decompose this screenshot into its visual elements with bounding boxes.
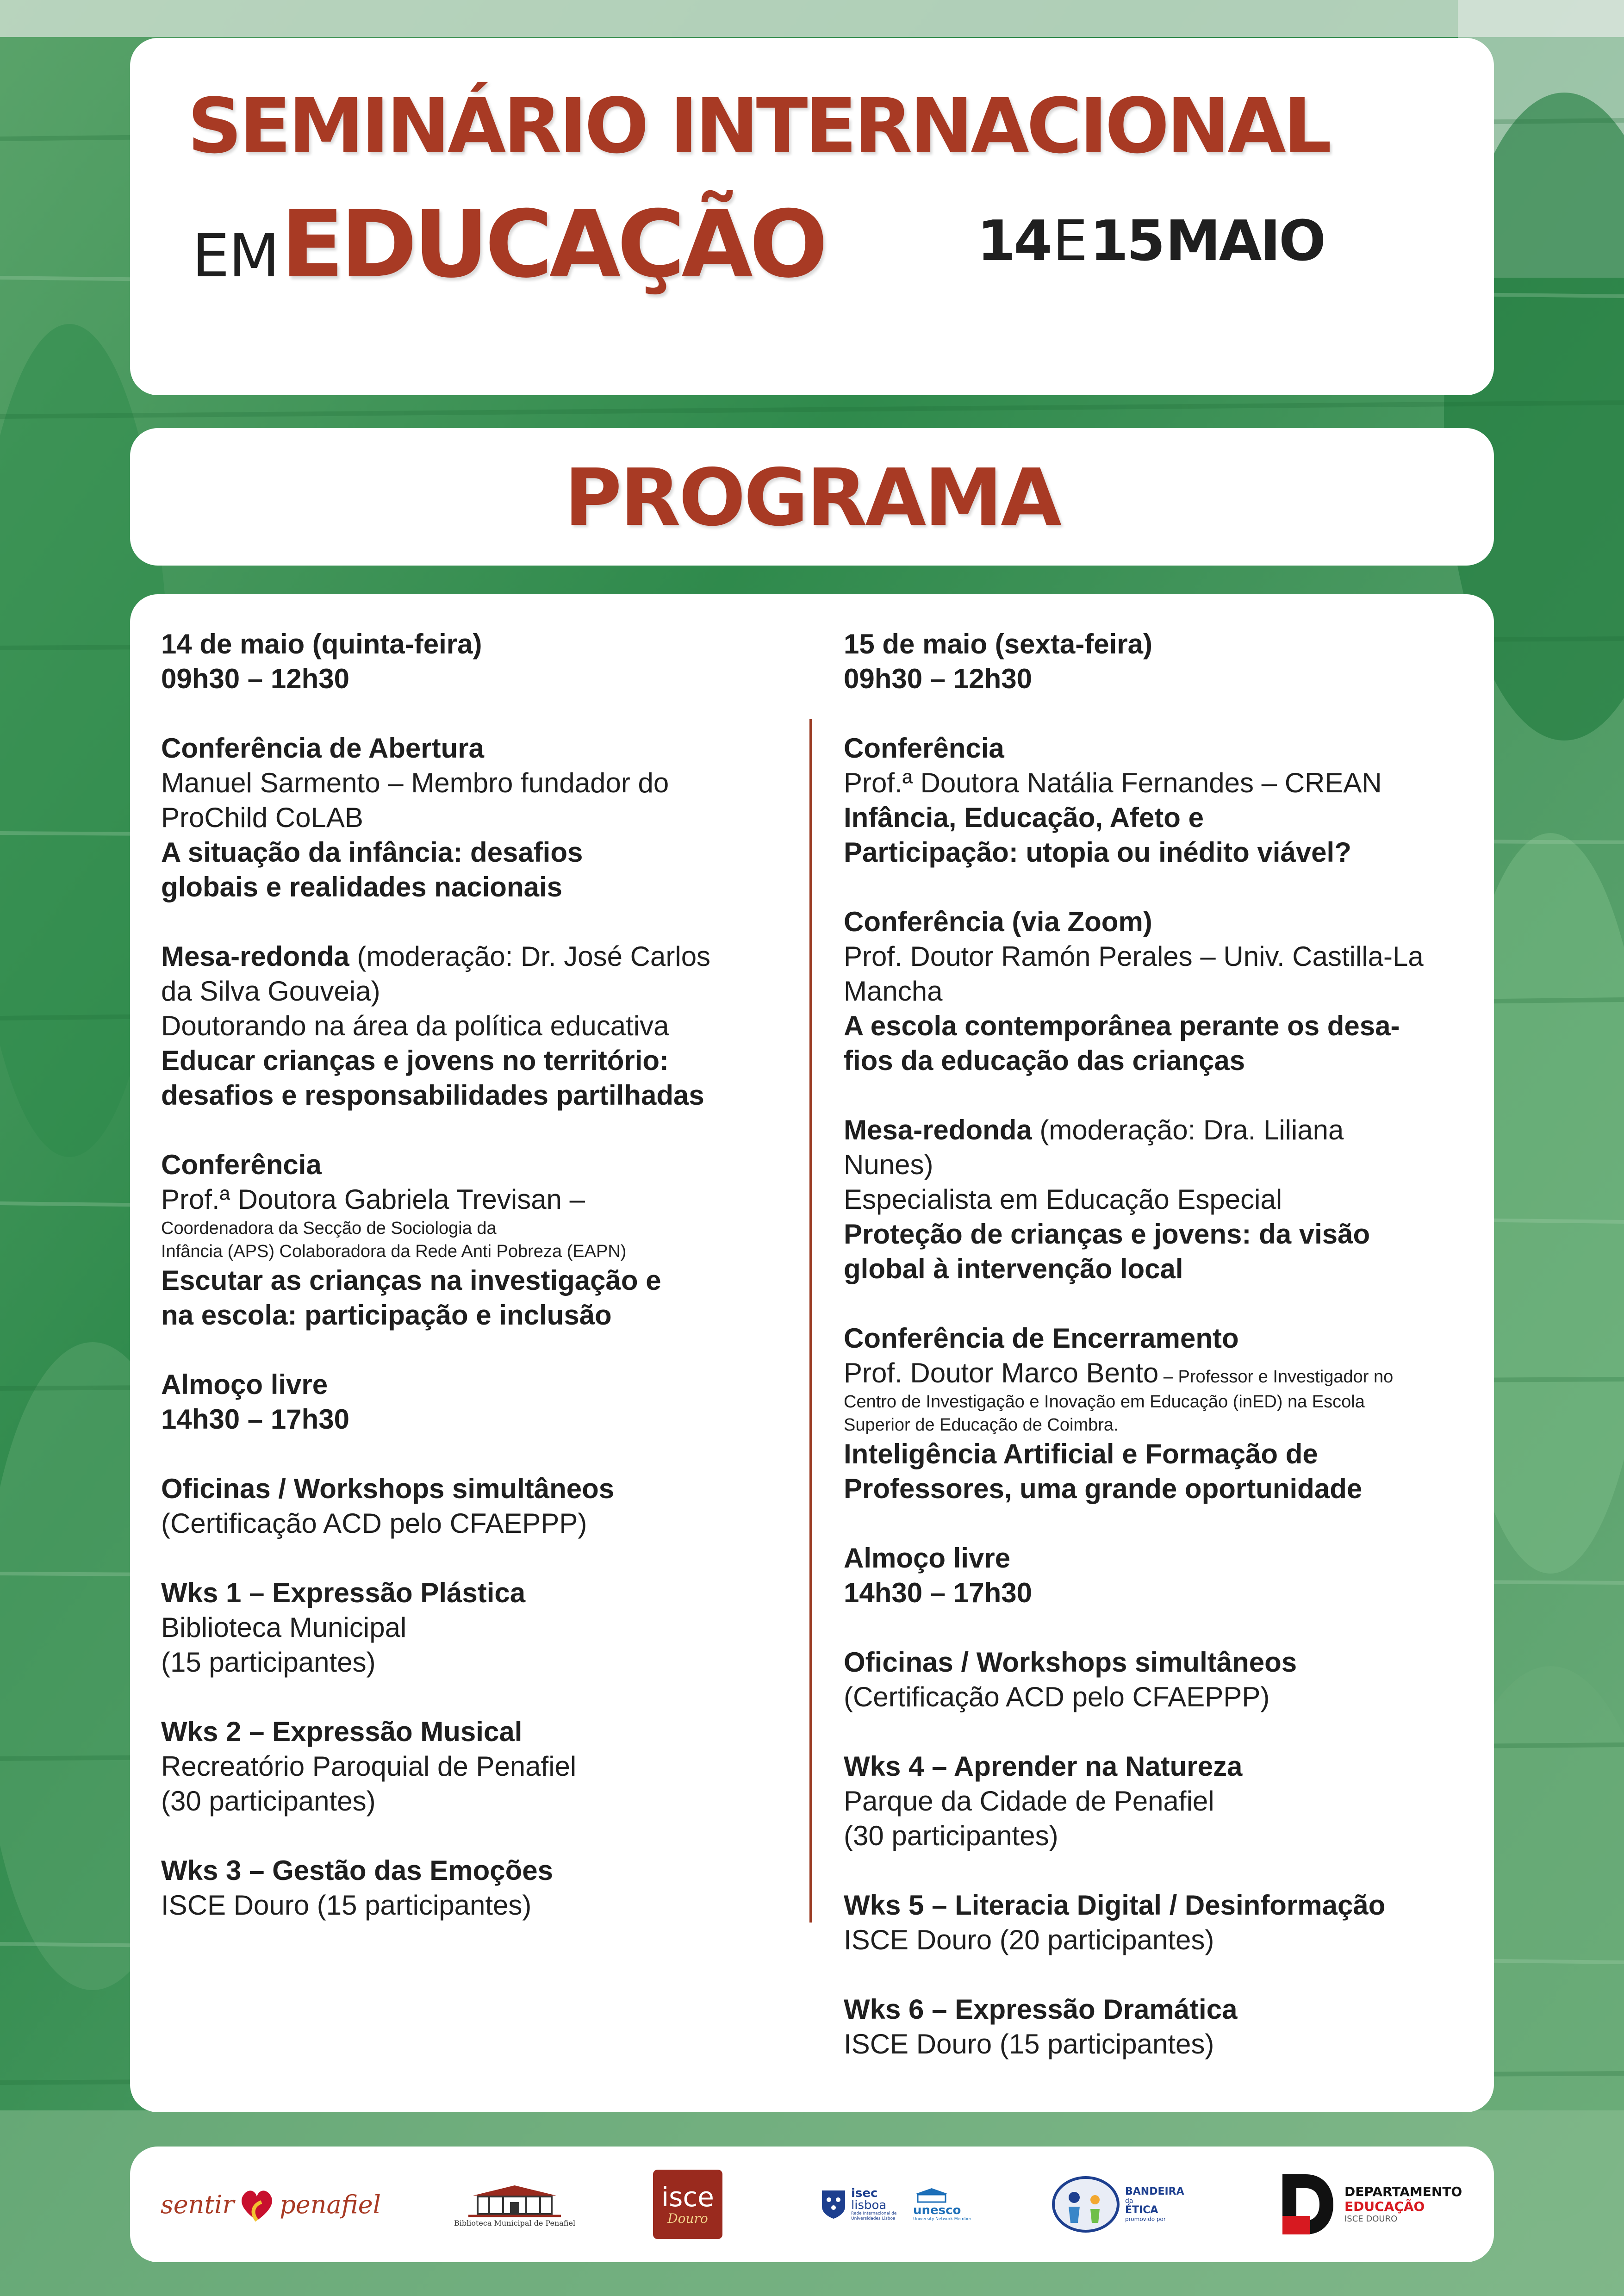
- day1-lunch: Almoço livre: [161, 1369, 328, 1400]
- day1-conference-topic: Escutar as crianças na investigação e: [161, 1265, 661, 1296]
- seminar-title: SEMINÁRIO INTERNACIONAL: [187, 82, 1329, 170]
- isce-douro-logo: [653, 2147, 722, 2262]
- conf2-topic-cont: fios da educação das crianças: [844, 1045, 1245, 1076]
- opening-topic: A situação da infância: desafios: [161, 837, 583, 868]
- date-e: E: [1052, 209, 1088, 274]
- opening-speaker-cont: ProChild CoLAB: [161, 802, 363, 833]
- day1-workshops-cert: (Certificação ACD pelo CFAEPPP): [161, 1508, 587, 1539]
- date-day2: 15: [1089, 209, 1164, 274]
- wks1-capacity: (15 participantes): [161, 1647, 376, 1678]
- bandeira-etica-logo: [1051, 2147, 1195, 2262]
- day1-workshops-label: Oficinas / Workshops simultâneos: [161, 1473, 615, 1504]
- opening-conference-label: Conferência de Abertura: [161, 733, 484, 764]
- day2-roundtable-role: Especialista em Educação Especial: [844, 1184, 1282, 1215]
- roundtable-moderation-cont: da Silva Gouveia): [161, 976, 380, 1007]
- day1-date: 14 de maio (quinta-feira): [161, 628, 482, 660]
- wks3-place: ISCE Douro (15 participantes): [161, 1890, 532, 1921]
- bandeira-text: BANDEIRA: [1125, 2186, 1184, 2197]
- seminar-subtitle: [192, 191, 824, 299]
- unesco-text: unesco: [913, 2203, 961, 2217]
- sentir-penafiel-logo: [161, 2147, 381, 2262]
- closing-speaker: Prof. Doutor Marco Bento: [844, 1357, 1159, 1388]
- roundtable-topic: Educar crianças e jovens no território:: [161, 1045, 669, 1076]
- programa-heading: PROGRAMA: [564, 452, 1060, 544]
- departamento-educacao-logo: [1278, 2147, 1479, 2262]
- conf2-speaker: Prof. Doutor Ramón Perales – Univ. Castilla-La: [844, 941, 1424, 972]
- day2-column: [844, 627, 1478, 2061]
- wks4-title: Wks 4 – Aprender na Natureza: [844, 1751, 1243, 1782]
- day1-conference-topic-cont: na escola: participação e inclusão: [161, 1300, 612, 1331]
- roundtable-role: Doutorando na área da política educativa: [161, 1010, 669, 1041]
- day2-roundtable: [844, 1113, 1478, 1147]
- day2-roundtable-moderation-cont: Nunes): [844, 1149, 933, 1180]
- biblioteca-logo: [454, 2147, 575, 2262]
- day1-roundtable: [161, 939, 790, 974]
- closing-topic: Inteligência Artificial e Formação de: [844, 1438, 1318, 1469]
- closing-role-cont: Centro de Investigação e Inovação em Educação (inED) na Escola: [844, 1392, 1365, 1412]
- column-divider: [809, 719, 812, 1923]
- closing-role: – Professor e Investigador no: [1158, 1367, 1394, 1387]
- day2-roundtable-moderation: (moderação: Dra. Liliana: [1032, 1114, 1344, 1145]
- day2-roundtable-topic-cont: global à intervenção local: [844, 1253, 1183, 1284]
- promovido-text: promovido por: [1125, 2216, 1166, 2222]
- closing-role-cont2: Superior de Educação de Coimbra.: [844, 1415, 1119, 1435]
- isce-text: isce: [661, 2181, 714, 2213]
- day2-afternoon-time: 14h30 – 17h30: [844, 1577, 1032, 1608]
- wks2-capacity: (30 participantes): [161, 1786, 376, 1817]
- isec-sub-text: Rede Internacional de Universidades Lisboa: [851, 2211, 897, 2221]
- date-day1: 14: [977, 209, 1051, 274]
- day2-morning-time: 09h30 – 12h30: [844, 663, 1032, 694]
- roundtable-topic-cont: desafios e responsabilidades partilhadas: [161, 1080, 704, 1111]
- day2-workshops-label: Oficinas / Workshops simultâneos: [844, 1647, 1297, 1678]
- sentir-text: sentir: [161, 2190, 235, 2219]
- conf1-topic: Infância, Educação, Afeto e: [844, 802, 1204, 833]
- day1-conference-role: Coordenadora da Secção de Sociologia da: [161, 1219, 497, 1238]
- dep-text-1: DEPARTAMENTO: [1344, 2184, 1462, 2199]
- day1-conference-label: Conferência: [161, 1149, 322, 1180]
- biblioteca-text: Biblioteca Municipal de Penafiel: [454, 2218, 576, 2228]
- title-educacao: EDUCAÇÃO: [280, 191, 824, 299]
- isce-sub-text: Douro: [667, 2210, 708, 2226]
- conf2-label: Conferência (via Zoom): [844, 906, 1152, 937]
- etica-text: ÉTICA: [1125, 2204, 1158, 2216]
- conf2-topic: A escola contemporânea perante os desa-: [844, 1010, 1400, 1041]
- day2-roundtable-label: Mesa-redonda: [844, 1114, 1032, 1145]
- wks3-title: Wks 3 – Gestão das Emoções: [161, 1855, 554, 1886]
- date-month: MAIO: [1165, 209, 1325, 274]
- day1-afternoon-time: 14h30 – 17h30: [161, 1404, 349, 1435]
- conf1-topic-cont: Participação: utopia ou inédito viável?: [844, 837, 1351, 868]
- unesco-sub-text: University Network Member: [913, 2216, 971, 2221]
- title-card: [130, 38, 1494, 395]
- wks2-title: Wks 2 – Expressão Musical: [161, 1716, 523, 1747]
- opening-speaker: Manuel Sarmento – Membro fundador do: [161, 767, 669, 798]
- day1-conference-role-cont: Infância (APS) Colaboradora da Rede Anti Pobreza (EAPN): [161, 1242, 627, 1261]
- conf1-speaker: Prof.ª Doutora Natália Fernandes – CREAN: [844, 767, 1382, 798]
- programa-card: [130, 428, 1494, 566]
- wks5-title: Wks 5 – Literacia Digital / Desinformação: [844, 1890, 1386, 1921]
- day2-lunch: Almoço livre: [844, 1543, 1011, 1574]
- day1-morning-time: 09h30 – 12h30: [161, 663, 349, 694]
- opening-topic-cont: globais e realidades nacionais: [161, 871, 563, 902]
- closing-label: Conferência de Encerramento: [844, 1323, 1239, 1354]
- schedule-card: [130, 594, 1494, 2112]
- title-em: EM: [192, 222, 279, 291]
- departamento-d-icon: [1278, 2170, 1338, 2239]
- unesco-temple-icon: [913, 2187, 950, 2204]
- heart-icon: [236, 2184, 278, 2225]
- lisboa-text: lisboa: [851, 2198, 887, 2212]
- building-icon: [464, 2182, 566, 2219]
- day1-conference-speaker: Prof.ª Doutora Gabriela Trevisan –: [161, 1184, 585, 1215]
- shield-icon: [820, 2188, 847, 2221]
- closing-topic-cont: Professores, uma grande oportunidade: [844, 1473, 1363, 1504]
- day2-date: 15 de maio (sexta-feira): [844, 628, 1152, 660]
- closing-speaker-line: [844, 1356, 1478, 1390]
- isec-text: isec: [851, 2186, 878, 2200]
- dep-text-2: EDUCAÇÃO: [1344, 2199, 1425, 2214]
- wks5-place: ISCE Douro (20 participantes): [844, 1924, 1214, 1955]
- conf2-speaker-cont: Mancha: [844, 976, 943, 1007]
- dep-text-3: ISCE DOURO: [1344, 2214, 1398, 2224]
- roundtable-label: Mesa-redonda: [161, 941, 349, 972]
- day2-workshops-cert: (Certificação ACD pelo CFAEPPP): [844, 1681, 1270, 1712]
- wks1-place: Biblioteca Municipal: [161, 1612, 407, 1643]
- sponsor-logos-bar: [130, 2147, 1494, 2262]
- wks4-place: Parque da Cidade de Penafiel: [844, 1786, 1214, 1817]
- wks6-title: Wks 6 – Expressão Dramática: [844, 1994, 1238, 2025]
- ethics-flag-icon: [1051, 2174, 1120, 2234]
- event-dates: [977, 209, 1324, 274]
- da-text: da: [1125, 2197, 1133, 2205]
- wks2-place: Recreatório Paroquial de Penafiel: [161, 1751, 577, 1782]
- wks6-place: ISCE Douro (15 participantes): [844, 2028, 1214, 2060]
- conf1-label: Conferência: [844, 733, 1004, 764]
- wks1-title: Wks 1 – Expressão Plástica: [161, 1577, 526, 1608]
- day1-column: [161, 627, 790, 1923]
- roundtable-moderation: (moderação: Dr. José Carlos: [349, 941, 711, 972]
- isec-lisboa-unesco-logo: [820, 2147, 978, 2262]
- day2-roundtable-topic: Proteção de crianças e jovens: da visão: [844, 1219, 1370, 1250]
- penafiel-text: penafiel: [280, 2190, 381, 2219]
- wks4-capacity: (30 participantes): [844, 1820, 1058, 1851]
